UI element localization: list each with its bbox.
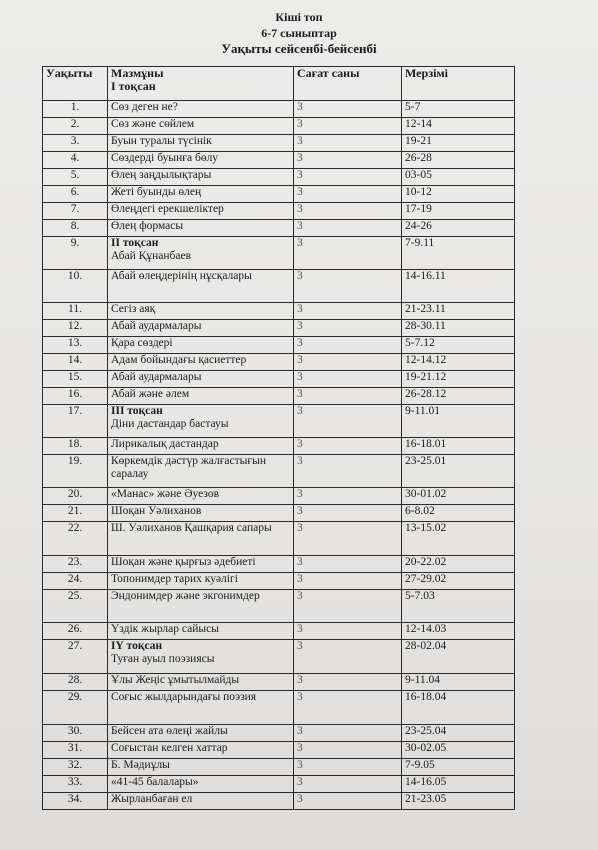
row-date: 27-29.02 xyxy=(402,573,515,590)
row-topic xyxy=(108,793,294,810)
row-date: 21-23.05 xyxy=(402,793,515,810)
table-row xyxy=(43,220,515,237)
row-number: 12. xyxy=(43,320,108,337)
row-number: 24. xyxy=(43,573,108,590)
row-topic xyxy=(108,152,294,169)
table-row xyxy=(43,405,515,438)
col-content-header xyxy=(108,67,294,101)
row-topic xyxy=(108,505,294,522)
row-hours: 3 xyxy=(294,320,402,337)
row-date: 12-14 xyxy=(402,118,515,135)
topic-text: Сегіз аяқ xyxy=(111,303,156,315)
table-row xyxy=(43,135,515,152)
row-topic xyxy=(108,556,294,573)
topic-text: Б. Мәдиұлы xyxy=(111,759,170,771)
row-topic xyxy=(108,220,294,237)
table-row xyxy=(43,590,515,623)
topic-text: Өлең заңдылықтары xyxy=(111,169,212,181)
quarter-1-label: І тоқсан xyxy=(111,79,156,93)
row-topic xyxy=(108,135,294,152)
topic-text: Сөз және сөйлем xyxy=(111,118,195,130)
col-num-header: Уақыты xyxy=(43,67,108,101)
row-topic xyxy=(108,455,294,488)
row-number: 29. xyxy=(43,691,108,725)
table-row xyxy=(43,337,515,354)
topic-text: Абай Құнанбаев xyxy=(111,250,192,262)
row-date: 14-16.11 xyxy=(402,270,515,303)
topic-text: Діни дастандар бастауы xyxy=(111,418,229,430)
table-row xyxy=(43,152,515,169)
row-number: 28. xyxy=(43,674,108,691)
table-row xyxy=(43,742,515,759)
row-topic xyxy=(108,488,294,505)
row-topic xyxy=(108,776,294,793)
row-date: 9-11.01 xyxy=(402,405,515,438)
col-date-header: Мерзімі xyxy=(402,67,515,101)
row-number: 3. xyxy=(43,135,108,152)
topic-text: Соғыстан келген хаттар xyxy=(111,742,228,754)
row-date: 19-21 xyxy=(402,135,515,152)
row-number: 25. xyxy=(43,590,108,623)
row-topic xyxy=(108,590,294,623)
row-topic xyxy=(108,623,294,640)
row-hours: 3 xyxy=(294,371,402,388)
table-row xyxy=(43,320,515,337)
row-number: 19. xyxy=(43,455,108,488)
topic-text: Өлең формасы xyxy=(111,220,184,232)
row-number: 15. xyxy=(43,371,108,388)
topic-text: Абай және әлем xyxy=(111,388,190,400)
table-row xyxy=(43,691,515,725)
topic-text: Топонимдер тарих куәлігі xyxy=(111,573,238,585)
topic-text: Бейсен ата өлеңі жайлы xyxy=(111,725,228,737)
row-topic xyxy=(108,371,294,388)
table-row xyxy=(43,573,515,590)
topic-text: Абай өлеңдерінің нұсқалары xyxy=(111,270,252,282)
table-row xyxy=(43,371,515,388)
row-hours: 3 xyxy=(294,135,402,152)
row-number: 32. xyxy=(43,759,108,776)
topic-text: Жеті буынды өлең xyxy=(111,186,202,198)
row-topic xyxy=(108,522,294,556)
row-number: 23. xyxy=(43,556,108,573)
topic-text: Туған ауыл поэзиясы xyxy=(111,653,215,665)
topic-text: Көркемдік дәстүр жалғастығын саралау xyxy=(111,455,266,480)
row-topic xyxy=(108,388,294,405)
row-date: 28-30.11 xyxy=(402,320,515,337)
row-number: 27. xyxy=(43,640,108,674)
row-topic xyxy=(108,742,294,759)
row-topic xyxy=(108,438,294,455)
topic-text: Лирикалық дастандар xyxy=(111,438,219,450)
row-number: 33. xyxy=(43,776,108,793)
row-topic xyxy=(108,186,294,203)
row-date: 16-18.01 xyxy=(402,438,515,455)
row-hours: 3 xyxy=(294,776,402,793)
topic-text: Ш. Уәлиханов Қашқария сапары xyxy=(111,522,272,534)
row-hours: 3 xyxy=(294,337,402,354)
row-number: 18. xyxy=(43,438,108,455)
topic-text: Қара сөздері xyxy=(111,337,173,349)
row-date: 03-05 xyxy=(402,169,515,186)
row-hours: 3 xyxy=(294,118,402,135)
row-date: 26-28 xyxy=(402,152,515,169)
row-date: 24-26 xyxy=(402,220,515,237)
row-date: 6-8.02 xyxy=(402,505,515,522)
table-row xyxy=(43,556,515,573)
row-hours: 3 xyxy=(294,573,402,590)
row-number: 21. xyxy=(43,505,108,522)
quarter-label: ІІ тоқсан xyxy=(111,237,159,249)
topic-text: Өлеңдегі ерекшеліктер xyxy=(111,203,224,215)
topic-text: Сөздерді буынға бөлу xyxy=(111,152,219,164)
table-row xyxy=(43,725,515,742)
row-hours: 3 xyxy=(294,354,402,371)
row-hours: 3 xyxy=(294,455,402,488)
col-hours-header: Сағат саны xyxy=(294,67,402,101)
row-hours: 3 xyxy=(294,438,402,455)
row-date: 23-25.04 xyxy=(402,725,515,742)
row-hours: 3 xyxy=(294,640,402,674)
row-topic xyxy=(108,759,294,776)
table-row xyxy=(43,793,515,810)
row-topic xyxy=(108,640,294,674)
topic-text: Абай аудармалары xyxy=(111,371,202,383)
topic-text: Буын туралы түсінік xyxy=(111,135,212,147)
row-topic xyxy=(108,674,294,691)
table-row xyxy=(43,488,515,505)
schedule-body xyxy=(43,101,515,810)
row-date: 12-14.03 xyxy=(402,623,515,640)
row-date: 12-14.12 xyxy=(402,354,515,371)
row-hours: 3 xyxy=(294,590,402,623)
row-hours: 3 xyxy=(294,674,402,691)
row-number: 11. xyxy=(43,303,108,320)
table-row xyxy=(43,455,515,488)
row-hours: 3 xyxy=(294,220,402,237)
row-hours: 3 xyxy=(294,169,402,186)
row-topic xyxy=(108,270,294,303)
row-hours: 3 xyxy=(294,691,402,725)
row-hours: 3 xyxy=(294,522,402,556)
table-row xyxy=(43,303,515,320)
table-row xyxy=(43,438,515,455)
topic-text: Эндонимдер және экгонимдер xyxy=(111,590,260,602)
row-topic xyxy=(108,118,294,135)
topic-text: Адам бойындағы қасиеттер xyxy=(111,354,247,366)
row-date: 30-01.02 xyxy=(402,488,515,505)
row-hours: 3 xyxy=(294,186,402,203)
row-hours: 3 xyxy=(294,505,402,522)
row-hours: 3 xyxy=(294,488,402,505)
topic-text: Жырланбаған ел xyxy=(111,793,193,805)
quarter-label: ІІІ тоқсан xyxy=(111,405,163,417)
table-row xyxy=(43,203,515,220)
topic-text: Сөз деген не? xyxy=(111,101,178,113)
row-number: 13. xyxy=(43,337,108,354)
table-row xyxy=(43,623,515,640)
topic-text: Үздік жырлар сайысы xyxy=(111,623,219,635)
table-row xyxy=(43,674,515,691)
row-number: 10. xyxy=(43,270,108,303)
topic-text: Шоқан Уәлиханов xyxy=(111,505,202,517)
table-row xyxy=(43,388,515,405)
row-hours: 3 xyxy=(294,101,402,118)
row-topic xyxy=(108,337,294,354)
table-row xyxy=(43,776,515,793)
row-number: 8. xyxy=(43,220,108,237)
row-hours: 3 xyxy=(294,152,402,169)
table-row xyxy=(43,759,515,776)
table-row xyxy=(43,169,515,186)
row-topic xyxy=(108,203,294,220)
row-date: 7-9.11 xyxy=(402,237,515,270)
row-date: 5-7.03 xyxy=(402,590,515,623)
row-number: 26. xyxy=(43,623,108,640)
row-date: 26-28.12 xyxy=(402,388,515,405)
row-date: 30-02.05 xyxy=(402,742,515,759)
row-date: 23-25.01 xyxy=(402,455,515,488)
row-hours: 3 xyxy=(294,303,402,320)
row-hours: 3 xyxy=(294,793,402,810)
row-date: 5-7 xyxy=(402,101,515,118)
table-row xyxy=(43,354,515,371)
schedule-table xyxy=(42,66,515,810)
row-topic xyxy=(108,573,294,590)
topic-text: Шоқан және қырғыз әдебиеті xyxy=(111,556,256,568)
quarter-label: ІҮ тоқсан xyxy=(111,640,163,652)
topic-text: Соғыс жылдарындағы поэзия xyxy=(111,691,257,703)
row-number: 5. xyxy=(43,169,108,186)
topic-text: «41-45 балалары» xyxy=(111,776,199,788)
row-hours: 3 xyxy=(294,556,402,573)
table-row xyxy=(43,522,515,556)
table-row xyxy=(43,186,515,203)
row-number: 20. xyxy=(43,488,108,505)
row-date: 5-7.12 xyxy=(402,337,515,354)
topic-text: «Манас» және Әуезов xyxy=(111,488,220,500)
row-date: 16-18.04 xyxy=(402,691,515,725)
row-number: 30. xyxy=(43,725,108,742)
row-topic xyxy=(108,101,294,118)
row-date: 14-16.05 xyxy=(402,776,515,793)
row-number: 2. xyxy=(43,118,108,135)
row-topic xyxy=(108,725,294,742)
row-date: 7-9.05 xyxy=(402,759,515,776)
row-date: 9-11.04 xyxy=(402,674,515,691)
row-date: 19-21.12 xyxy=(402,371,515,388)
row-number: 1. xyxy=(43,101,108,118)
row-number: 7. xyxy=(43,203,108,220)
row-number: 14. xyxy=(43,354,108,371)
row-number: 31. xyxy=(43,742,108,759)
row-topic xyxy=(108,320,294,337)
row-hours: 3 xyxy=(294,742,402,759)
table-row xyxy=(43,505,515,522)
header-group: Кіші топ xyxy=(275,10,323,24)
table-row xyxy=(43,101,515,118)
table-header-row xyxy=(43,67,515,101)
row-number: 6. xyxy=(43,186,108,203)
row-topic xyxy=(108,405,294,438)
table-row xyxy=(43,118,515,135)
row-number: 22. xyxy=(43,522,108,556)
row-hours: 3 xyxy=(294,270,402,303)
row-topic xyxy=(108,169,294,186)
row-number: 34. xyxy=(43,793,108,810)
row-number: 17. xyxy=(43,405,108,438)
row-hours: 3 xyxy=(294,388,402,405)
row-date: 20-22.02 xyxy=(402,556,515,573)
row-topic xyxy=(108,237,294,270)
row-hours: 3 xyxy=(294,725,402,742)
table-row xyxy=(43,237,515,270)
row-hours: 3 xyxy=(294,759,402,776)
row-number: 16. xyxy=(43,388,108,405)
row-topic xyxy=(108,354,294,371)
row-hours: 3 xyxy=(294,203,402,220)
table-row xyxy=(43,640,515,674)
row-number: 9. xyxy=(43,237,108,270)
row-date: 13-15.02 xyxy=(402,522,515,556)
row-hours: 3 xyxy=(294,623,402,640)
topic-text: Ұлы Жеңіс ұмытылмайды xyxy=(111,674,240,686)
table-row xyxy=(43,270,515,303)
row-date: 10-12 xyxy=(402,186,515,203)
topic-text: Абай аудармалары xyxy=(111,320,202,332)
header-grades: 6-7 сыныптар xyxy=(261,26,337,40)
row-number: 4. xyxy=(43,152,108,169)
row-topic xyxy=(108,691,294,725)
row-hours: 3 xyxy=(294,405,402,438)
row-topic xyxy=(108,303,294,320)
header-schedule: Уақыты сейсенбі-бейсенбі xyxy=(221,41,377,56)
row-date: 17-19 xyxy=(402,203,515,220)
row-date: 28-02.04 xyxy=(402,640,515,674)
row-hours: 3 xyxy=(294,237,402,270)
col-content-title: Мазмұны xyxy=(111,66,164,80)
row-date: 21-23.11 xyxy=(402,303,515,320)
